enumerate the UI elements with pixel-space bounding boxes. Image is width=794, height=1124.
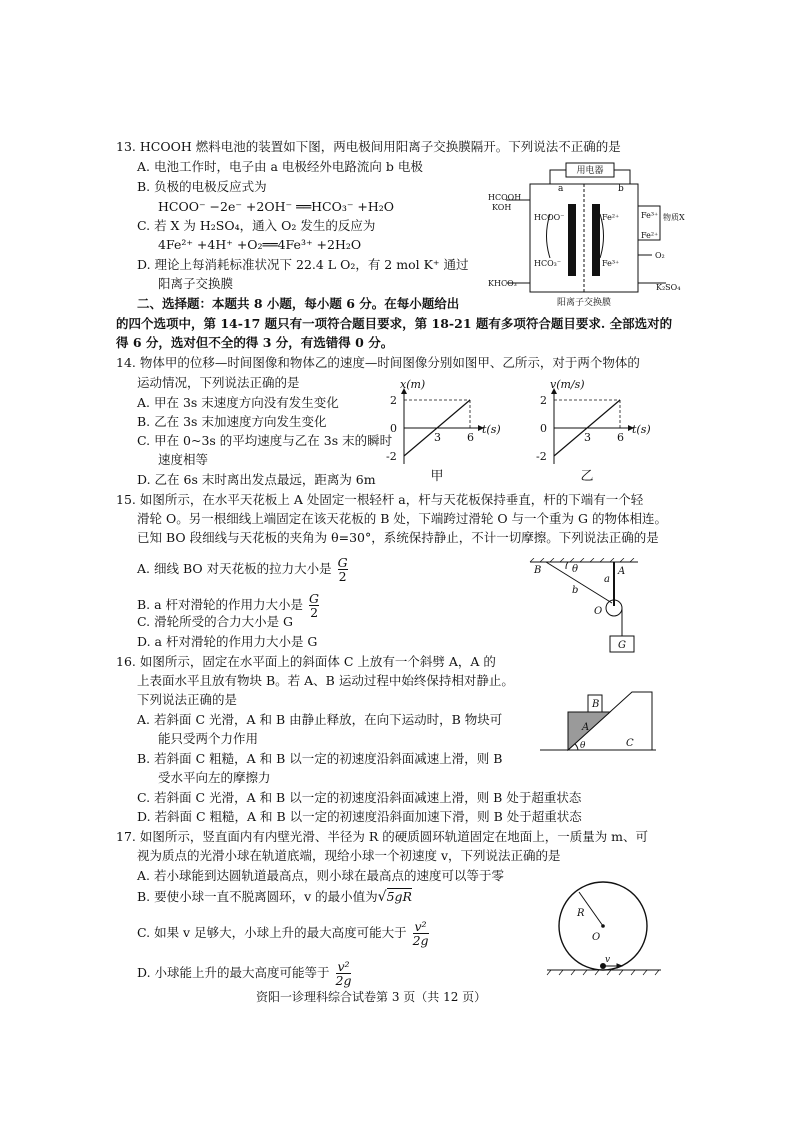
y-tick-label: 2 [540,394,547,407]
y-tick-label: 0 [390,422,397,435]
q15-option-a: A. 细线 BO 对天花板的拉力大小是 $\frac{G}{2}$ [137,555,348,584]
pulley-diagram [528,558,648,662]
q15-stem: 15. 如图所示，在水平天花板上 A 处固定一根轻杆 a，杆与天花板保持垂直，杆的下端有一个轻 [116,492,644,507]
x-tick-label: 3 [434,431,441,444]
q16-option-a: A. 若斜面 C 光滑，A 和 B 由静止释放，在向下运动时，B 物块可 [137,712,503,727]
svg-text:B: B [592,699,600,710]
q14-option-c-cont: 速度相等 [158,452,209,467]
q17-option-d: D. 小球能上升的最大高度可能等于 $\frac{\text{v²}}{2g}$ [137,959,352,988]
q17-option-b: B. 要使小球一直不脱离圆环，v 的最小值为√5gR [137,889,412,905]
section-2-line-2: 的四个选项中，第 14-17 题只有一项符合题目要求，第 18-21 题有多项符合题目要求. 全部选对的 [116,316,673,331]
q13-option-b: B. 负极的电极反应式为 [137,179,267,194]
svg-text:HCOO⁻: HCOO⁻ [534,213,565,222]
fraction: $\frac{\text{v²}}{2g}$ [412,919,429,948]
appliance-label: 用电器 [576,166,604,176]
electrode-a [568,204,576,276]
fraction: $\frac{G}{2}$ [309,591,320,620]
q14-option-a: A. 甲在 3s 末速度方向没有发生变化 [137,395,339,410]
y-axis-label: v(m/s) [550,378,585,391]
svg-text:θ: θ [572,564,579,575]
page-footer: 资阳一诊理科综合试卷第 3 页（共 12 页） [256,990,487,1004]
q13-stem: 13. HCOOH 燃料电池的装置如下图，两电极间用阳离子交换膜隔开。下列说法不正确的是 [116,139,621,154]
y-tick-label: 2 [390,394,397,407]
sqrt-expression: 5gR [386,889,412,904]
svg-text:O: O [594,606,603,617]
q14-stem-cont: 运动情况，下列说法正确的是 [137,375,300,390]
svg-text:a: a [558,184,564,194]
svg-text:物质X: 物质X [663,213,685,222]
q14-option-c: C. 甲在 0~3s 的平均速度与乙在 3s 末的瞬时 [137,433,393,448]
x-tick-label: 3 [584,431,591,444]
q13-option-c-equation: 4Fe²⁺ +4H⁺ +O₂══4Fe³⁺ +2H₂O [158,237,362,252]
incline-diagram [540,690,660,754]
q14-option-b: B. 乙在 3s 末加速度方向发生变化 [137,414,327,429]
svg-text:b: b [572,585,579,596]
fraction: $\frac{\text{v²}}{2g}$ [335,959,352,988]
svg-text:O₂: O₂ [655,251,665,260]
q15-option-c: C. 滑轮所受的合力大小是 G [137,614,294,629]
q13-option-a: A. 电池工作时，电子由 a 电极经外电路流向 b 电极 [137,159,423,174]
chart-title: 甲 [430,469,444,484]
x-tick-label: 6 [467,431,474,444]
q13-option-d-cont: 阳离子交换膜 [158,276,234,291]
svg-text:Fe²⁺: Fe²⁺ [641,231,659,240]
q17-stem-cont: 视为质点的光滑小球在轨道底端，现给小球一个初速度 v，下列说法正确的是 [137,848,561,863]
svg-text:θ: θ [580,741,586,751]
q17-option-c: C. 如果 v 足够大，小球上升的最大高度可能大于 $\frac{\text{v²}}{2g}$ [137,919,429,948]
q16-option-d: D. 若斜面 C 粗糙，A 和 B 以一定的初速度沿斜面加速下滑，则 B 处于超重状态 [137,809,582,824]
q13-option-b-equation: HCOO⁻ −2e⁻ +2OH⁻ ══HCO₃⁻ +H₂O [158,199,395,214]
x-axis-label: t(s) [482,423,501,436]
svg-text:B: B [534,565,542,576]
svg-text:b: b [618,184,624,194]
svg-text:Fe²⁺: Fe²⁺ [602,213,620,222]
q17-option-a: A. 若小球能到达圆轨道最高点，则小球在最高点的速度可以等于零 [137,868,504,883]
svg-text:HCO₃⁻: HCO₃⁻ [534,259,562,268]
chart-jia [380,372,545,484]
q15-option-b: B. a 杆对滑轮的作用力大小是 $\frac{G}{2}$ [137,591,320,620]
electrode-b [592,204,600,276]
section-2-heading: 二、选择题：本题共 8 小题，每小题 6 分。在每小题给出 [137,296,460,311]
q17-stem: 17. 如图所示，竖直面内有内壁光滑、半径为 R 的硬质圆环轨道固定在地面上，一质量为 m、可 [116,829,649,844]
svg-text:v: v [605,955,611,965]
y-tick-label: 0 [540,422,547,435]
q16-stem-cont-2: 下列说法正确的是 [137,692,238,707]
svg-text:K₂SO₄: K₂SO₄ [656,283,681,292]
q15-stem-cont-2: 已知 BO 段细线与天花板的夹角为 θ=30°，系统保持静止，不计一切摩擦。下列说法正确的是 [137,530,659,545]
x-axis-label: t(s) [632,423,651,436]
q14-stem: 14. 物体甲的位移—时间图像和物体乙的速度—时间图像分别如图甲、乙所示，对于两个物体的 [116,355,640,370]
q15-option-d: D. a 杆对滑轮的作用力大小是 G [137,634,318,649]
q13-option-c: C. 若 X 为 H₂SO₄，通入 O₂ 发生的反应为 [137,218,376,233]
chart-yi [530,372,690,484]
y-axis-label: x(m) [400,378,426,391]
svg-text:HCOOH: HCOOH [488,193,522,202]
y-tick-label: -2 [386,450,397,463]
q16-option-c: C. 若斜面 C 光滑，A 和 B 以一定的初速度沿斜面减速上滑，则 B 处于超重状态 [137,790,582,805]
q16-option-a-cont: 能只受两个力作用 [158,731,259,746]
x-tick-label: 6 [617,431,624,444]
fraction: $\frac{G}{2}$ [337,555,348,584]
svg-text:A: A [618,566,626,577]
q13-option-d: D. 理论上每消耗标准状况下 22.4 L O₂，有 2 mol K⁺ 通过 [137,257,469,272]
svg-text:Fe³⁺: Fe³⁺ [641,211,659,220]
membrane-label: 阳离子交换膜 [556,298,612,308]
svg-text:A: A [582,722,590,733]
svg-text:Fe³⁺: Fe³⁺ [602,259,620,268]
q16-stem-cont-1: 上表面水平且放有物块 B。若 A、B 运动过程中始终保持相对静止。 [137,673,514,688]
q15-stem-cont-1: 滑轮 O。另一根细线上端固定在该天花板的 B 处，下端跨过滑轮 O 与一个重为 G 的物体相连。 [137,511,667,526]
section-2-line-3: 得 6 分，选对但不全的得 3 分，有选错得 0 分。 [116,335,394,350]
q14-option-d: D. 乙在 6s 末时离出发点最远，距离为 6m [137,472,376,487]
q16-stem: 16. 如图所示，固定在水平面上的斜面体 C 上放有一个斜劈 A，A 的 [116,654,496,669]
q16-option-b-cont: 受水平向左的摩擦力 [158,770,271,785]
svg-text:KOH: KOH [492,203,512,212]
svg-text:O: O [592,932,601,943]
svg-text:a: a [604,574,610,585]
svg-text:KHCO₃: KHCO₃ [488,279,517,288]
svg-text:R: R [577,908,585,919]
ring-track-diagram [545,878,663,976]
fuel-cell-diagram [488,160,688,308]
y-tick-label: -2 [536,450,547,463]
q16-option-b: B. 若斜面 C 粗糙，A 和 B 以一定的初速度沿斜面减速上滑，则 B [137,751,503,766]
svg-text:C: C [626,738,634,749]
chart-title: 乙 [580,469,594,484]
svg-text:G: G [618,640,626,651]
